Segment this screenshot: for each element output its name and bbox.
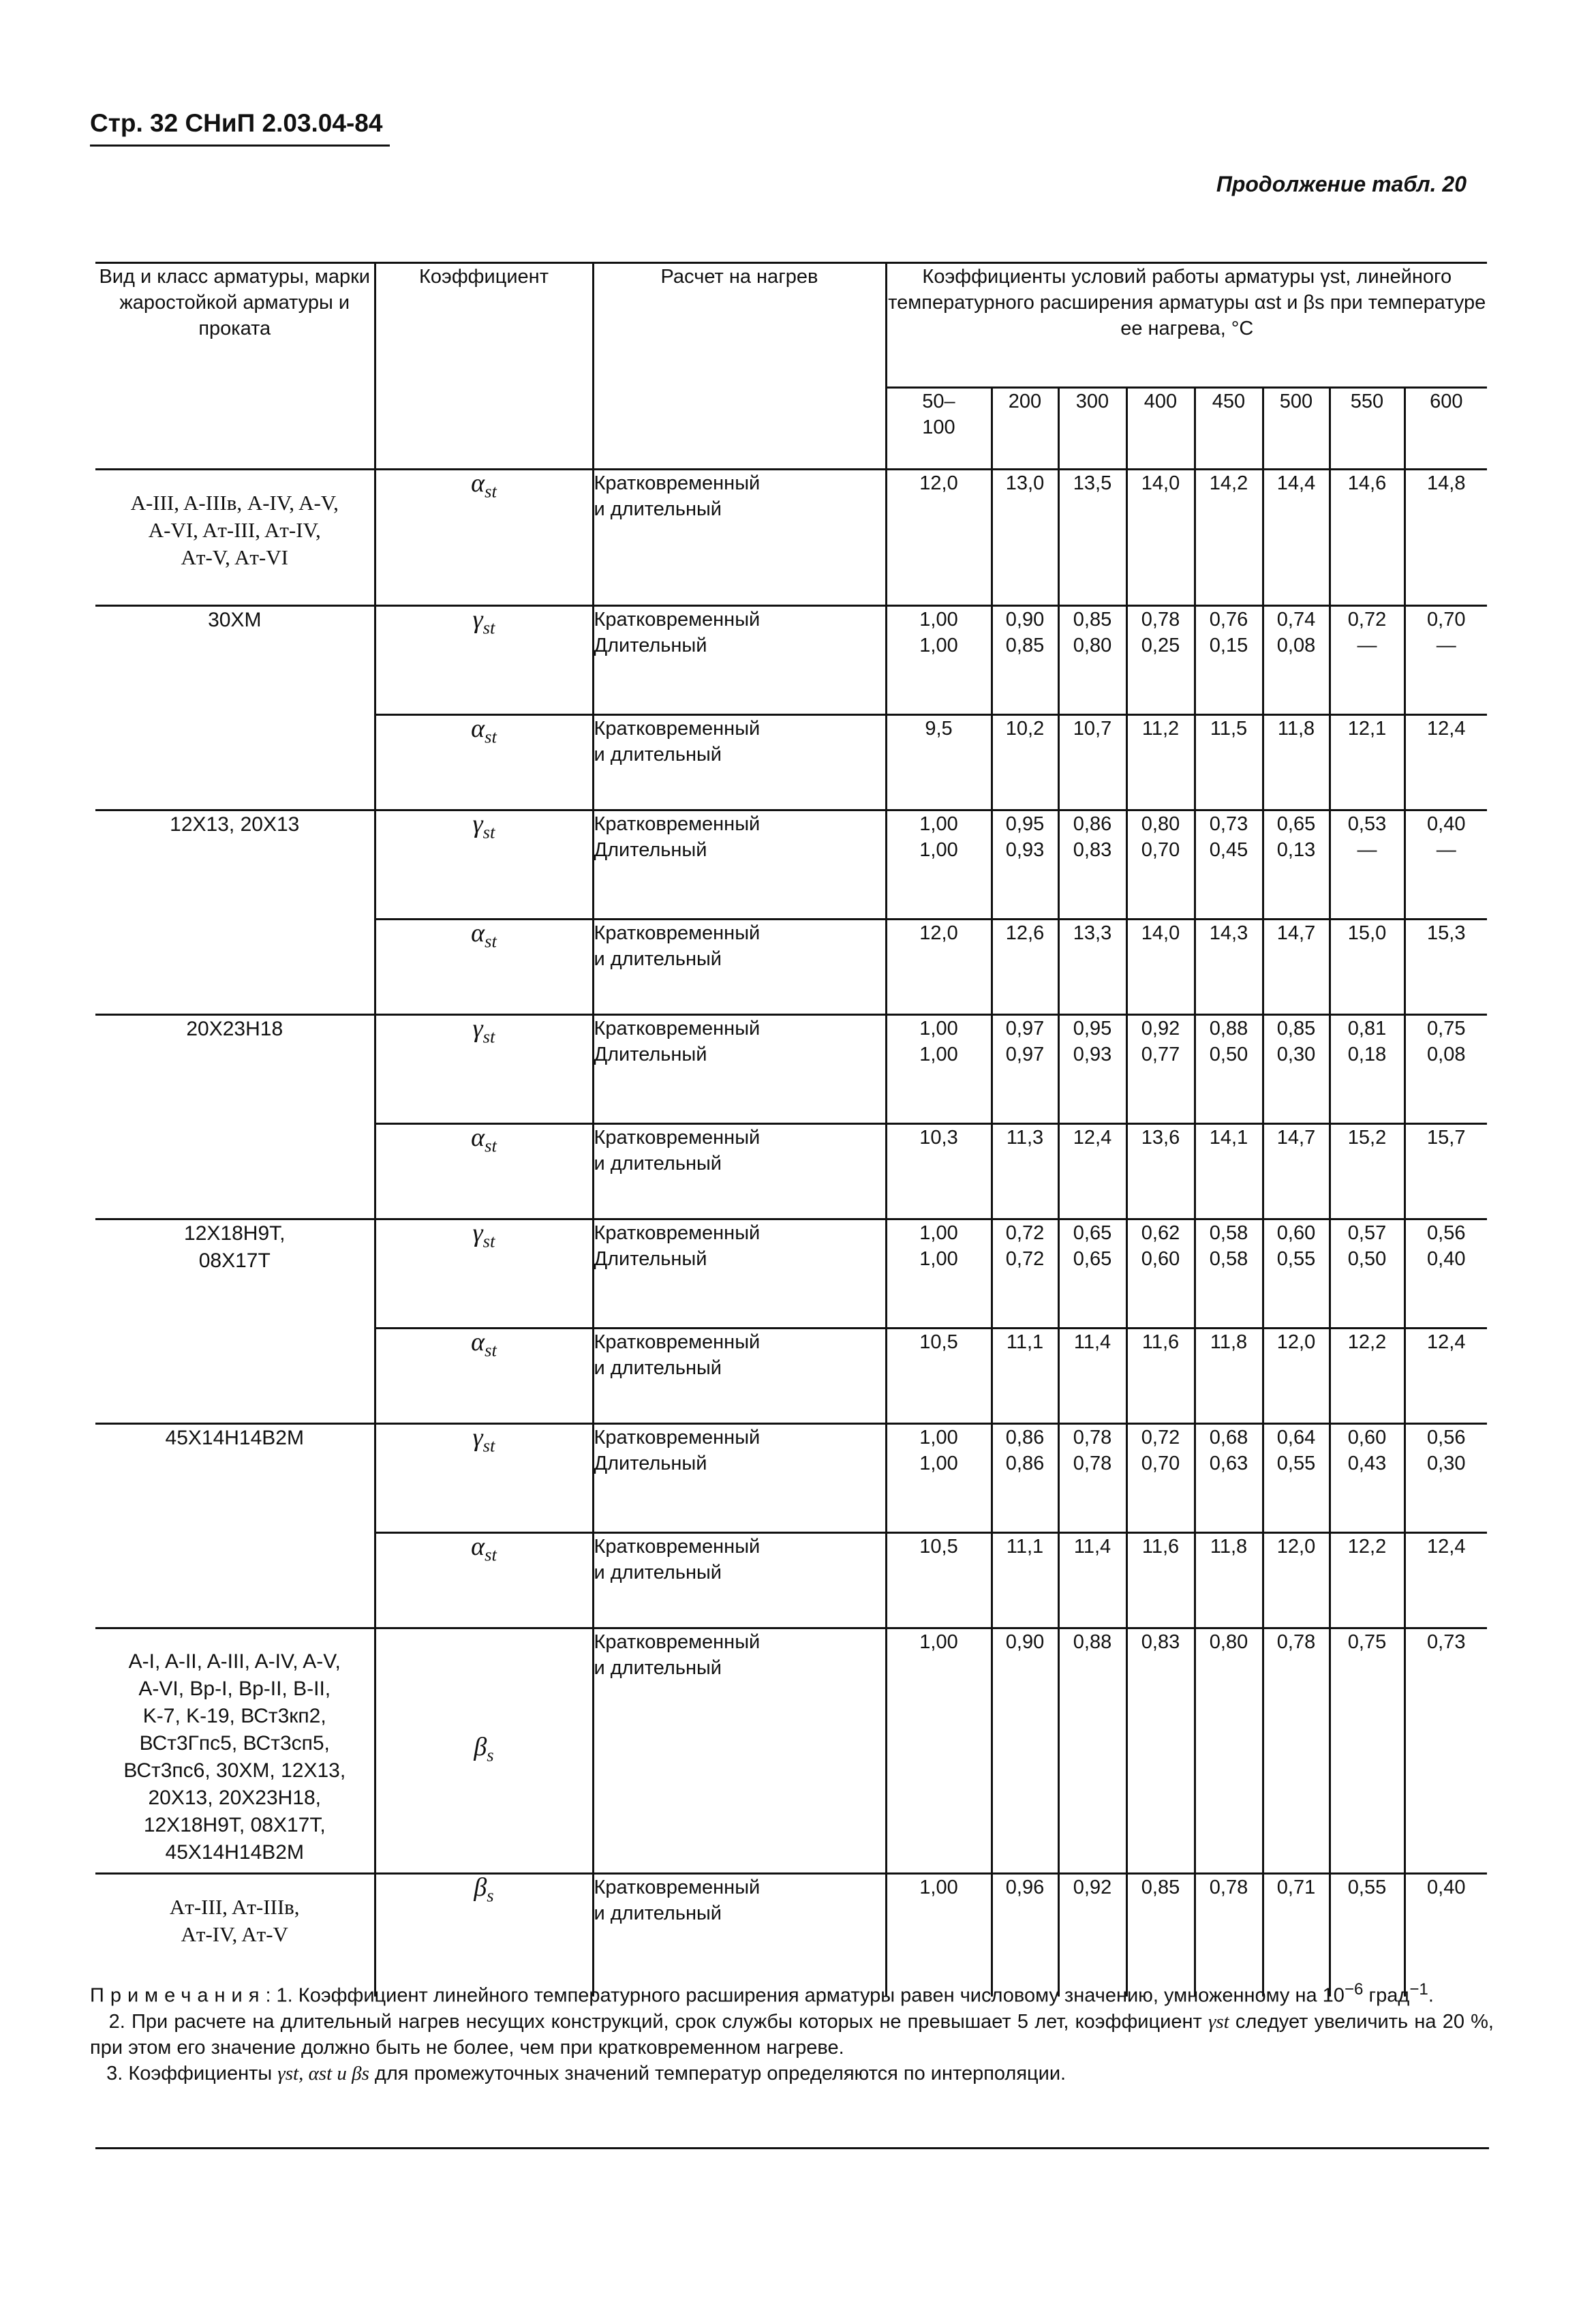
coefficient-value: 0,57 0,50 — [1330, 1219, 1405, 1329]
coefficient-value: 12,0 — [886, 920, 992, 1015]
note-3: 3. Коэффициенты γst, αst и βs для промежуточных значений температур определяются по интерполяции. — [106, 2062, 1066, 2084]
coefficient-value: 0,83 — [1126, 1628, 1195, 1874]
coefficient-value: 14,6 — [1330, 470, 1405, 606]
coefficient-value: 14,2 — [1195, 470, 1263, 606]
coefficient-subscript: st — [485, 930, 497, 952]
coefficient-value: 0,68 0,63 — [1195, 1424, 1263, 1533]
coefficient-symbol: $\alpha_{st}$ — [375, 1329, 593, 1424]
coefficient-value: 10,5 — [886, 1533, 992, 1628]
coefficient-value: 0,85 — [1126, 1874, 1195, 1997]
coefficient-value: 1,00 1,00 — [886, 1015, 992, 1124]
reinforcement-kind: 12Х18Н9Т, 08Х17Т — [95, 1219, 375, 1424]
coefficient-value: 11,5 — [1195, 715, 1263, 810]
coefficient-value: 1,00 1,00 — [886, 606, 992, 715]
reinforcement-kind: A-I, A-II, A-III, A-IV, A-V, A-VI, Bp-I, Bp-II, B-II, K-7, K-19, ВСт3кп2, ВСт3Гпс5, ВСт3сп5, ВСт3пс6, 30ХМ, 12Х13, 20Х13, 20Х23Н18, 12Х18Н9Т, 08Х17Т, 45Х14Н14В2М — [95, 1628, 375, 1874]
coefficient-value: 12,6 — [992, 920, 1058, 1015]
coefficient-value: 0,88 — [1058, 1628, 1126, 1874]
coefficient-value: 11,2 — [1126, 715, 1195, 810]
coefficient-value: 15,7 — [1405, 1124, 1487, 1219]
note-1: Примечания: 1. Коэффициент линейного температурного расширения арматуры равен числовому значению, умноженному на $10^{-6}$ град$^{-1}$. — [90, 1980, 1434, 2007]
coefficient-value: 0,56 0,30 — [1405, 1424, 1487, 1533]
coefficient-value: 14,0 — [1126, 470, 1195, 606]
coefficient-value: 0,80 — [1195, 1628, 1263, 1874]
coefficient-value: 9,5 — [886, 715, 992, 810]
coefficient-value: 0,55 — [1330, 1874, 1405, 1997]
heating-calculation: Кратковременный Длительный — [593, 810, 886, 920]
notes — [90, 1977, 1494, 2087]
reinforcement-kind: 12Х13, 20Х13 — [95, 810, 375, 1015]
coefficient-value: 0,65 0,13 — [1263, 810, 1330, 920]
coefficient-value: 10,3 — [886, 1124, 992, 1219]
coefficient-value: 13,6 — [1126, 1124, 1195, 1219]
heating-calculation: Кратковременный Длительный — [593, 1424, 886, 1533]
reinforcement-kind: 20Х23Н18 — [95, 1015, 375, 1219]
coefficient-value: 14,4 — [1263, 470, 1330, 606]
temperature-header: 550 — [1330, 388, 1405, 470]
coefficient-value: 12,1 — [1330, 715, 1405, 810]
header-coefficient: Коэффициент — [375, 263, 593, 470]
coefficient-value: 0,97 0,97 — [992, 1015, 1058, 1124]
coefficient-value: 11,8 — [1195, 1533, 1263, 1628]
coefficient-value: 0,73 0,45 — [1195, 810, 1263, 920]
table-row — [95, 470, 1487, 606]
coefficient-value: 0,72 0,70 — [1126, 1424, 1195, 1533]
heating-calculation: Кратковременный и длительный — [593, 920, 886, 1015]
coefficient-symbol: $\gamma_{st}$ — [375, 810, 593, 920]
table-continuation-label: Продолжение табл. 20 — [1216, 172, 1467, 196]
coefficient-subscript: st — [485, 726, 497, 747]
header-kind: Вид и класс арматуры, марки жаростойкой арматуры и проката — [99, 266, 371, 339]
coefficient-symbol: $\alpha_{st}$ — [375, 1124, 593, 1219]
coefficient-subscript: st — [482, 1435, 495, 1456]
coefficient-subscript: st — [482, 1026, 495, 1047]
coefficient-value: 15,2 — [1330, 1124, 1405, 1219]
coefficient-value: 11,6 — [1126, 1329, 1195, 1424]
coefficient-value: 14,3 — [1195, 920, 1263, 1015]
coefficient-value: 0,64 0,55 — [1263, 1424, 1330, 1533]
coefficient-value: 1,00 — [886, 1874, 992, 1997]
coefficient-value: 0,88 0,50 — [1195, 1015, 1263, 1124]
coefficient-value: 14,1 — [1195, 1124, 1263, 1219]
coefficient-symbol: $\beta_s$ — [375, 1628, 593, 1874]
coefficient-value: 12,4 — [1405, 1533, 1487, 1628]
coefficient-value: 12,4 — [1405, 1329, 1487, 1424]
coefficient-value: 0,80 0,70 — [1126, 810, 1195, 920]
coefficient-value: 1,00 — [886, 1628, 992, 1874]
temperature-header: 400 — [1126, 388, 1195, 470]
coefficient-symbol: $\alpha_{st}$ — [375, 920, 593, 1015]
header-calc: Расчет на нагрев — [593, 263, 886, 470]
coefficient-value: 14,7 — [1263, 1124, 1330, 1219]
coefficient-value: 0,76 0,15 — [1195, 606, 1263, 715]
coefficient-value: 12,0 — [1263, 1329, 1330, 1424]
document-code: СНиП 2.03.04-84 — [185, 109, 383, 137]
coefficient-symbols: γst, αst и βs — [277, 2062, 369, 2084]
header-group: Коэффициенты условий работы арматуры γst, линейного температурного расширения арматуры αst и βs при температуре ее нагрева, °С — [886, 263, 1487, 388]
heating-calculation: Кратковременный и длительный — [593, 1533, 886, 1628]
coefficient-value: 0,92 0,77 — [1126, 1015, 1195, 1124]
coefficient-value: 0,72 0,72 — [992, 1219, 1058, 1329]
temperature-header: 500 — [1263, 388, 1330, 470]
coefficient-value: 0,95 0,93 — [992, 810, 1058, 920]
coefficient-value: 1,00 1,00 — [886, 810, 992, 920]
table-row — [95, 810, 1487, 920]
header-rule — [90, 145, 390, 147]
reinforcement-kind: 30ХМ — [95, 606, 375, 810]
coefficient-value: 11,1 — [992, 1329, 1058, 1424]
coefficient-value: 0,81 0,18 — [1330, 1015, 1405, 1124]
coefficient-symbol: $\alpha_{st}$ — [375, 470, 593, 606]
coefficient-value: 0,86 0,83 — [1058, 810, 1126, 920]
coefficient-value: 0,70 — — [1405, 606, 1487, 715]
coefficient-value: 0,60 0,43 — [1330, 1424, 1405, 1533]
reinforcement-kind: A-III, A-IIIв, A-IV, A-V, A-VI, Aт-III, Aт-IV, Aт-V, Aт-VI — [130, 491, 339, 569]
coefficient-value: 0,74 0,08 — [1263, 606, 1330, 715]
coefficient-value: 1,00 1,00 — [886, 1219, 992, 1329]
coefficient-value: 14,8 — [1405, 470, 1487, 606]
page-header — [90, 109, 382, 138]
coefficient-value: 0,75 — [1330, 1628, 1405, 1874]
coefficient-value: 13,3 — [1058, 920, 1126, 1015]
coefficient-value: 0,92 — [1058, 1874, 1126, 1997]
table-row — [95, 606, 1487, 715]
coefficient-value: 0,78 — [1195, 1874, 1263, 1997]
coefficient-value: 12,2 — [1330, 1329, 1405, 1424]
bottom-rule — [95, 2147, 1489, 2149]
coefficient-subscript: st — [485, 1135, 497, 1156]
coefficient-value: 0,60 0,55 — [1263, 1219, 1330, 1329]
coefficient-value: 10,2 — [992, 715, 1058, 810]
note-2: 2. При расчете на длительный нагрев несущих конструкций, срок службы которых не превышает 5 лет, коэффициент γst следует увеличить на 20 %, при этом его значение должно быть не более, чем при кратковременном нагреве. — [90, 2010, 1494, 2059]
coefficient-subscript: st — [485, 1544, 497, 1565]
coefficient-symbol: $\gamma_{st}$ — [375, 1219, 593, 1329]
coefficient-value: 12,4 — [1058, 1124, 1126, 1219]
heating-calculation: Кратковременный и длительный — [593, 715, 886, 810]
coefficient-value: 14,0 — [1126, 920, 1195, 1015]
coefficient-value: 0,95 0,93 — [1058, 1015, 1126, 1124]
coefficient-value: 11,4 — [1058, 1329, 1126, 1424]
coefficient-value: 0,40 — [1405, 1874, 1487, 1997]
coefficient-value: 0,56 0,40 — [1405, 1219, 1487, 1329]
coefficient-value: 1,00 1,00 — [886, 1424, 992, 1533]
coefficient-value: 12,0 — [1263, 1533, 1330, 1628]
coefficient-symbol: $\alpha_{st}$ — [375, 715, 593, 810]
coefficient-subscript: st — [482, 821, 495, 843]
reinforcement-kind: 45Х14Н14В2М — [95, 1424, 375, 1628]
heating-calculation: Кратковременный и длительный — [593, 470, 886, 606]
temperature-header: 50– 100 — [886, 388, 992, 470]
coefficient-value: 11,8 — [1195, 1329, 1263, 1424]
coefficients-table — [95, 262, 1487, 1997]
notes-label: Примечания — [90, 1984, 266, 2007]
coefficient-value: 0,86 0,86 — [992, 1424, 1058, 1533]
heating-calculation: Кратковременный Длительный — [593, 606, 886, 715]
coefficient-subscript: s — [487, 1744, 494, 1765]
coefficient-value: 15,3 — [1405, 920, 1487, 1015]
coefficient-subscript: s — [487, 1885, 494, 1906]
coefficient-value: 0,53 — — [1330, 810, 1405, 920]
coefficient-value: 0,78 0,78 — [1058, 1424, 1126, 1533]
heating-calculation: Кратковременный и длительный — [593, 1124, 886, 1219]
coefficient-subscript: st — [485, 481, 497, 502]
coefficient-value: 0,40 — — [1405, 810, 1487, 920]
coefficient-value: 14,7 — [1263, 920, 1330, 1015]
coefficient-value: 15,0 — [1330, 920, 1405, 1015]
coefficient-subscript: st — [485, 1339, 497, 1361]
coefficient-value: 13,5 — [1058, 470, 1126, 606]
coefficient-value: 10,7 — [1058, 715, 1126, 810]
coefficient-value: 11,6 — [1126, 1533, 1195, 1628]
coefficient-value: 0,85 0,80 — [1058, 606, 1126, 715]
coefficient-value: 0,90 — [992, 1628, 1058, 1874]
gamma-symbol: γst — [1208, 2010, 1229, 2033]
coefficient-value: 10,5 — [886, 1329, 992, 1424]
temperature-header: 300 — [1058, 388, 1126, 470]
coefficient-value: 0,58 0,58 — [1195, 1219, 1263, 1329]
heating-calculation: Кратковременный и длительный — [593, 1874, 886, 1997]
coefficient-value: 12,2 — [1330, 1533, 1405, 1628]
coefficient-value: 0,78 — [1263, 1628, 1330, 1874]
heating-calculation: Кратковременный и длительный — [593, 1329, 886, 1424]
coefficient-value: 11,3 — [992, 1124, 1058, 1219]
coefficient-symbol: $\gamma_{st}$ — [375, 606, 593, 715]
coefficient-symbol: $\gamma_{st}$ — [375, 1015, 593, 1124]
page-number: Стр. 32 — [90, 109, 179, 137]
coefficient-symbol: $\alpha_{st}$ — [375, 1533, 593, 1628]
coefficient-subscript: st — [482, 617, 495, 638]
coefficient-value: 0,85 0,30 — [1263, 1015, 1330, 1124]
coefficient-value: 11,1 — [992, 1533, 1058, 1628]
heating-calculation: Кратковременный и длительный — [593, 1628, 886, 1874]
coefficient-value: 12,4 — [1405, 715, 1487, 810]
reinforcement-kind: Aт-III, Aт-IIIв, Aт-IV, Aт-V — [95, 1874, 375, 1997]
temperature-header: 200 — [992, 388, 1058, 470]
coefficient-value: 0,62 0,60 — [1126, 1219, 1195, 1329]
coefficient-value: 0,75 0,08 — [1405, 1015, 1487, 1124]
coefficient-value: 11,4 — [1058, 1533, 1126, 1628]
table-row — [95, 1219, 1487, 1329]
coefficient-symbol: $\gamma_{st}$ — [375, 1424, 593, 1533]
coefficient-value: 0,96 — [992, 1874, 1058, 1997]
table-row — [95, 1015, 1487, 1124]
temperature-header: 600 — [1405, 388, 1487, 470]
coefficient-value: 12,0 — [886, 470, 992, 606]
coefficient-value: 11,8 — [1263, 715, 1330, 810]
coefficient-symbol: $\beta_s$ — [375, 1874, 593, 1997]
coefficient-value: 0,78 0,25 — [1126, 606, 1195, 715]
temperature-header: 450 — [1195, 388, 1263, 470]
coefficient-subscript: st — [482, 1230, 495, 1251]
coefficient-value: 0,65 0,65 — [1058, 1219, 1126, 1329]
heating-calculation: Кратковременный Длительный — [593, 1015, 886, 1124]
coefficient-value: 0,71 — [1263, 1874, 1330, 1997]
coefficient-value: 13,0 — [992, 470, 1058, 606]
table-row — [95, 1628, 1487, 1874]
coefficient-value: 0,73 — [1405, 1628, 1487, 1874]
heating-calculation: Кратковременный Длительный — [593, 1219, 886, 1329]
table-row — [95, 1424, 1487, 1533]
coefficient-value: 0,72 — — [1330, 606, 1405, 715]
coefficient-value: 0,90 0,85 — [992, 606, 1058, 715]
